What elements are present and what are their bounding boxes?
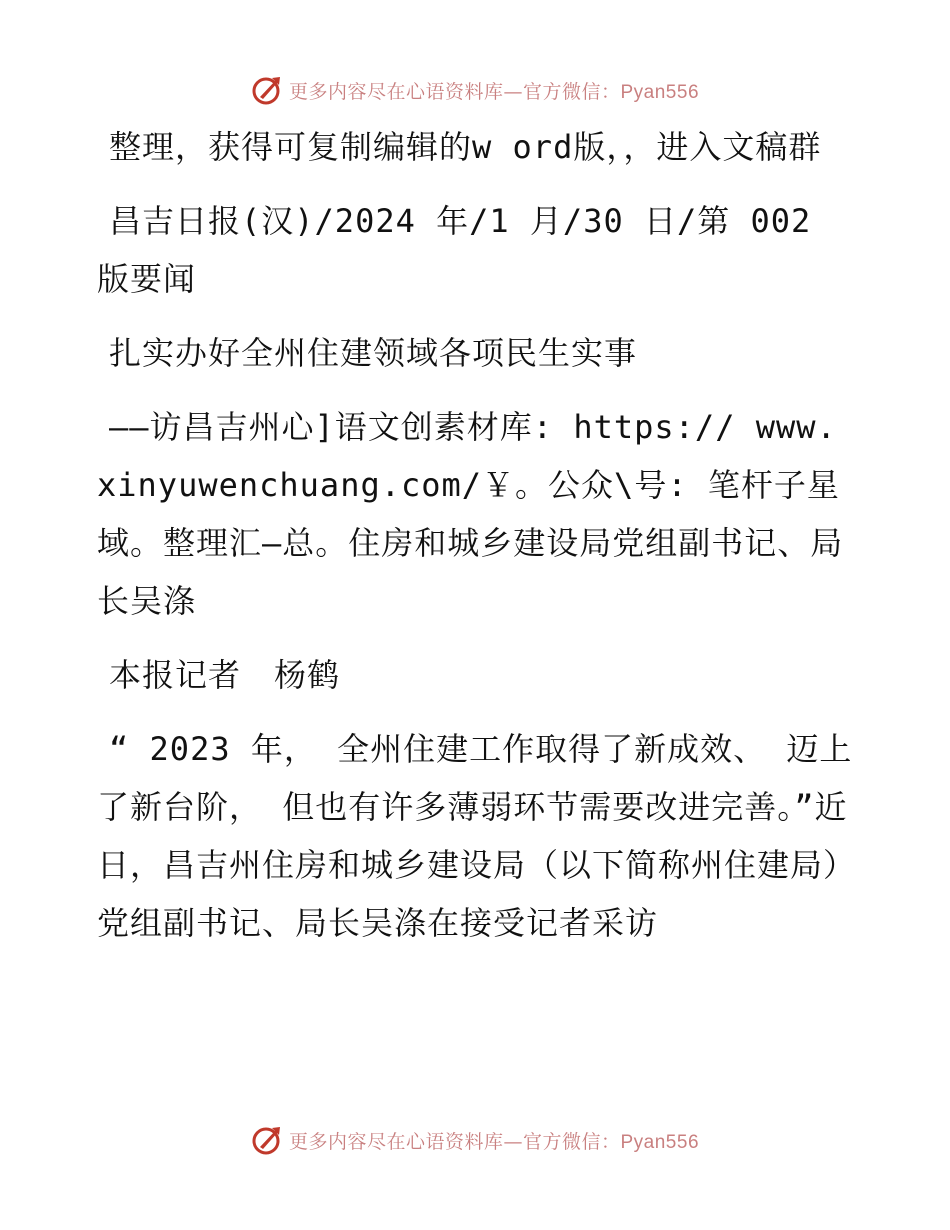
intro-paragraph: 整理，获得可复制编辑的w ord版，，进入文稿群 [109, 128, 822, 166]
article-title: 扎实办好全州住建领域各项民生实事 [109, 334, 638, 372]
banner-account: Pyan556 [620, 1131, 700, 1153]
banner-site-name: 更多内容尽在心语资料库 [288, 80, 504, 103]
footer-banner-content [251, 1124, 699, 1156]
banner-site-name: 更多内容尽在心语资料库 [288, 1130, 504, 1153]
banner-wechat-label: 官方微信： [522, 80, 621, 103]
document-body [97, 118, 857, 952]
banner-account: Pyan556 [620, 81, 700, 103]
quill-logo-icon [251, 74, 283, 106]
source-line: 昌吉日报(汉)/2024 年/1 月/30 日/第 002 版要闻 [97, 202, 812, 298]
banner-separator: — [503, 1130, 523, 1153]
body-paragraph: “ 2023 年， 全州住建工作取得了新成效、 迈上了新台阶， 但也有许多薄弱环节需要改进完善。”近日，昌吉州住房和城乡建设局（以下简称州住建局）党组副书记、局长吴涤在接受记者采访 [97, 730, 857, 942]
quill-logo-icon [251, 1124, 283, 1156]
header-banner [0, 70, 950, 110]
footer-banner-text [289, 1127, 699, 1154]
header-banner-content [251, 74, 699, 106]
footer-banner [0, 1120, 950, 1160]
banner-wechat-label: 官方微信： [522, 1130, 621, 1153]
header-banner-text [289, 77, 699, 104]
banner-separator: — [503, 80, 523, 103]
byline: 本报记者 杨鹤 [109, 656, 341, 694]
article-subtitle: ——访昌吉州心]语文创素材库: https:// www.xinyuwenchuang.com/￥。公众\号: 笔杆子星域。整理汇—总。住房和城乡建设局党组副书记、局长吴涤 [97, 408, 844, 620]
